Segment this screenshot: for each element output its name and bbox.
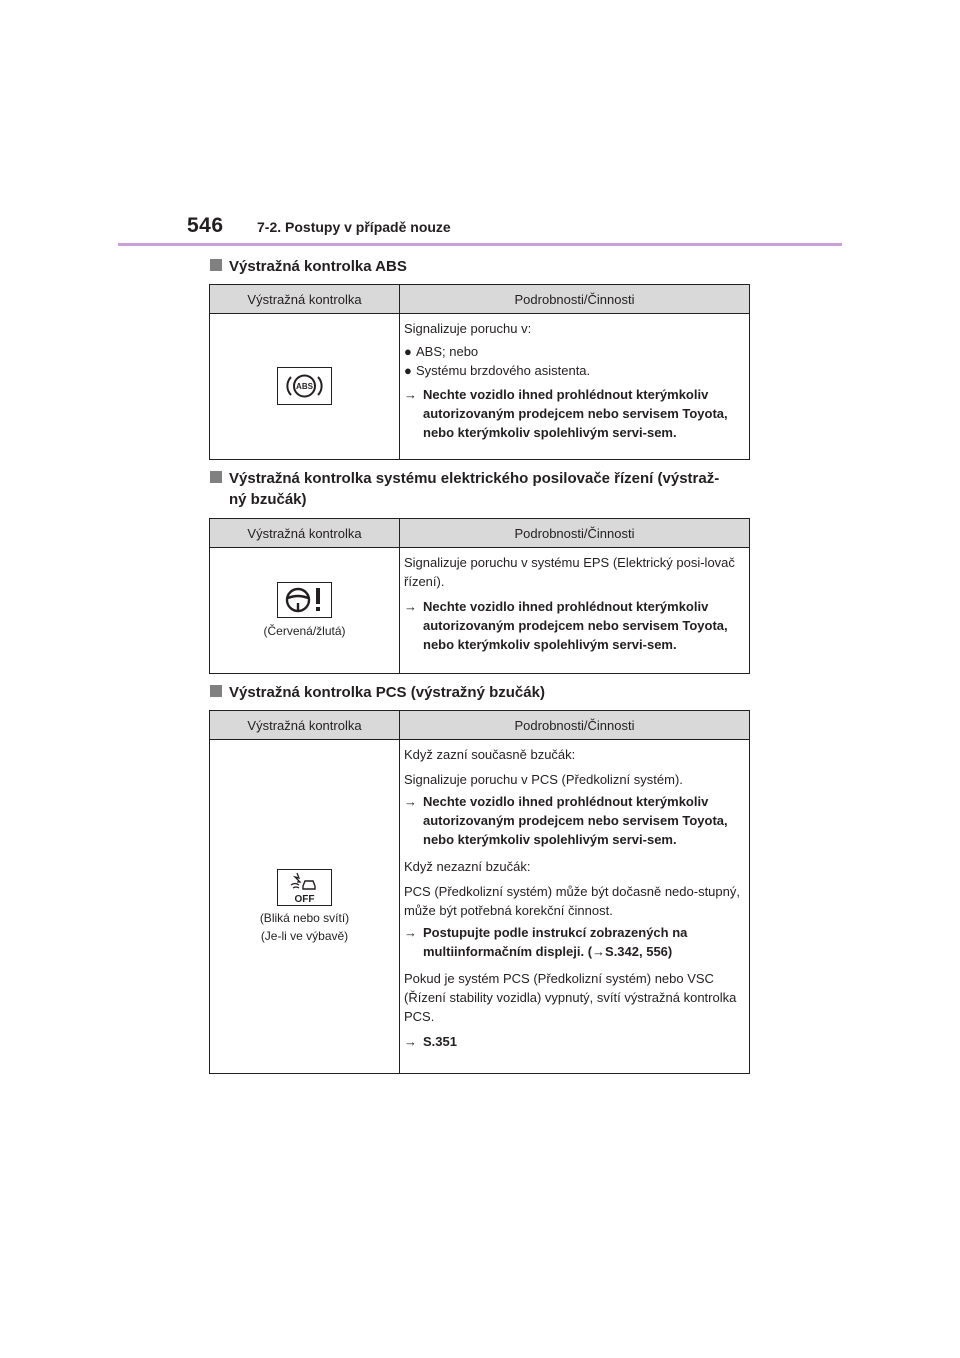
action-text: → S.351 (404, 1034, 457, 1049)
square-bullet-icon (210, 471, 222, 483)
indicator-cell (210, 314, 400, 460)
icon-caption: (Červená/žlutá) (263, 623, 346, 638)
section-title: 7-2. Postupy v případě nouze (257, 219, 451, 235)
bullet-item: ● ABS; nebo (404, 344, 479, 359)
detail-text: PCS (Předkolizní systém) může být dočasně nedo-stupný, může být potřebná korekční činnost. (404, 884, 740, 918)
icon-off-label: OFF (294, 893, 315, 905)
abs-warning-icon (277, 367, 332, 405)
square-bullet-icon (210, 685, 222, 697)
pcs-table (209, 710, 750, 1074)
details-cell (400, 740, 750, 1074)
eps-warning-icon (277, 582, 332, 618)
column-header-indicator: Výstražná kontrolka (210, 285, 400, 314)
action-text: → Nechte vozidlo ihned prohlédnout kterýmkoliv autorizovaným prodejcem nebo servisem Toyota, nebo kterýmkoliv spolehlivým servi-sem. (404, 599, 728, 652)
icon-caption: (Bliká nebo svítí) (259, 910, 350, 925)
details-cell (400, 548, 750, 674)
column-header-indicator: Výstražná kontrolka (210, 711, 400, 740)
square-bullet-icon (210, 259, 222, 271)
page-number: 546 (187, 214, 224, 237)
column-header-indicator: Výstražná kontrolka (210, 519, 400, 548)
page-header (187, 214, 451, 244)
column-header-details: Podrobnosti/Činnosti (400, 519, 750, 548)
pcs-off-icon (277, 869, 332, 906)
heading-abs: Výstražná kontrolka ABS (210, 256, 407, 277)
abs-table (209, 284, 750, 460)
action-text: → Nechte vozidlo ihned prohlédnout kterýmkoliv autorizovaným prodejcem nebo servisem Toyota, nebo kterýmkoliv spolehlivým servi-sem. (404, 387, 728, 440)
detail-text: Pokud je systém PCS (Předkolizní systém) nebo VSC (Řízení stability vozidla) vypnutý, svítí výstražná kontrolka PCS. (404, 971, 737, 1024)
heading-pcs: Výstražná kontrolka PCS (výstražný bzučák) (210, 682, 545, 703)
action-text: → Postupujte podle instrukcí zobrazených na multiinformačním displeji. (→S.342, 556) (404, 925, 688, 959)
eps-table (209, 518, 750, 674)
icon-caption: (Je-li ve výbavě) (260, 928, 349, 943)
detail-text: Když nezazní bzučák: (404, 859, 531, 874)
indicator-cell (210, 740, 400, 1074)
action-text: → Nechte vozidlo ihned prohlédnout kterýmkoliv autorizovaným prodejcem nebo servisem Toyota, nebo kterýmkoliv spolehlivým servi-sem. (404, 794, 728, 847)
detail-text: Signalizuje poruchu v systému EPS (Elektrický posi-lovač řízení). (404, 555, 735, 589)
detail-text: Signalizuje poruchu v: (404, 321, 532, 336)
heading-eps: Výstražná kontrolka systému elektrického posilovače řízení (výstraž- ný bzučák) (210, 468, 719, 510)
svg-text:ABS: ABS (296, 381, 313, 391)
detail-text: Signalizuje poruchu v PCS (Předkolizní systém). (404, 772, 683, 787)
column-header-details: Podrobnosti/Činnosti (400, 285, 750, 314)
details-cell (400, 314, 750, 460)
indicator-cell (210, 548, 400, 674)
column-header-details: Podrobnosti/Činnosti (400, 711, 750, 740)
bullet-item: ● Systému brzdového asistenta. (404, 363, 591, 378)
header-divider (118, 243, 842, 246)
detail-text: Když zazní současně bzučák: (404, 747, 576, 762)
